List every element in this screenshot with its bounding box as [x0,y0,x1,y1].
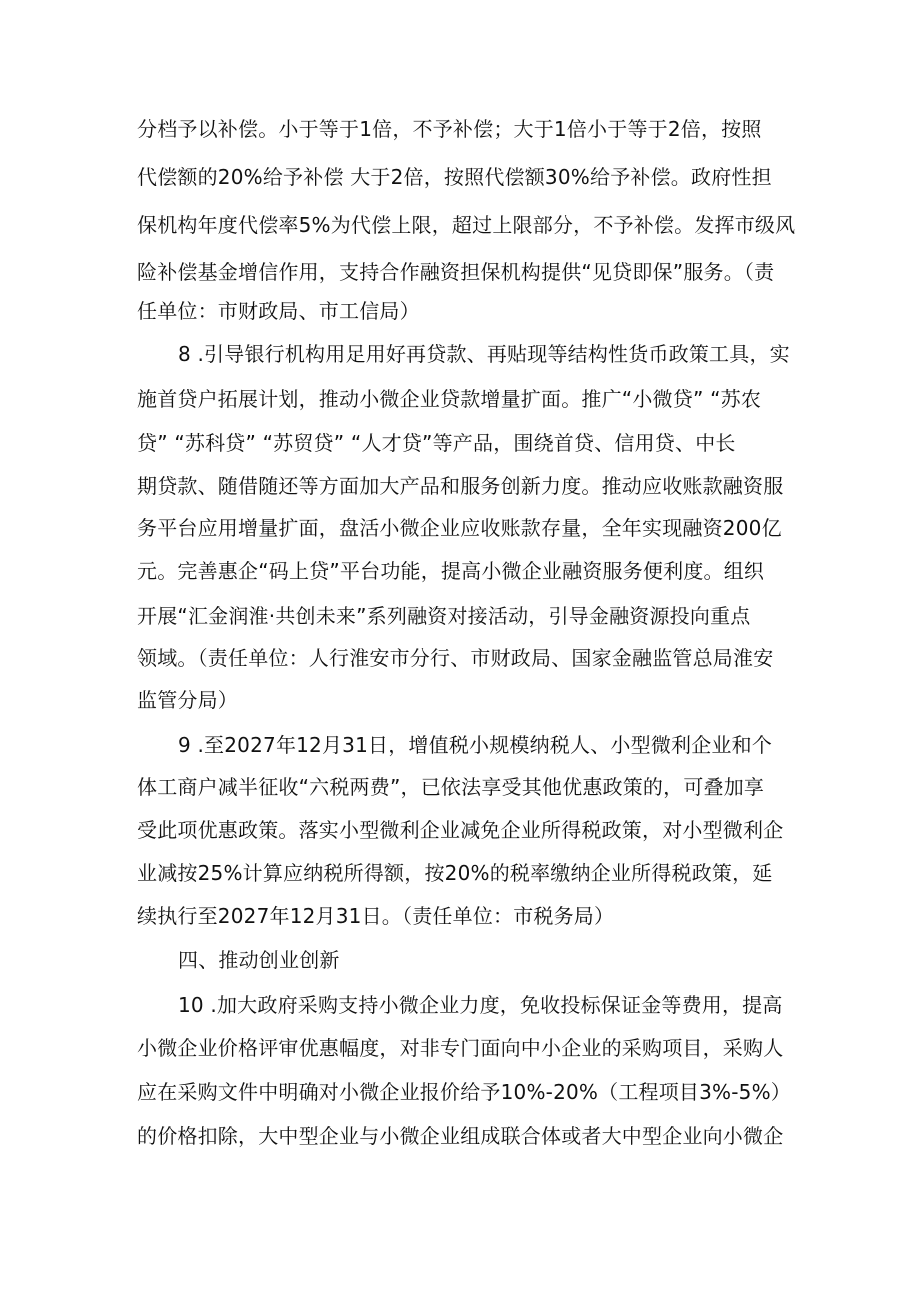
text-line: 的价格扣除，大中型企业与小微企业组成联合体或者大中型企业向小微企 [137,1124,784,1148]
text-line: 保机构年度代偿率5%为代偿上限，超过上限部分，不予补偿。发挥市级风 [137,213,796,237]
text-line: 元。完善惠企“码上贷”平台功能，提高小微企业融资服务便利度。组织 [137,559,765,583]
text-line: 受此项优惠政策。落实小型微利企业减免企业所得税政策，对小型微利企 [137,818,784,842]
text-line: 代偿额的20%给予补偿 大于2倍，按照代偿额30%给予补偿。政府性担 [137,165,772,189]
text-line: 体工商户减半征收“六税两费”，已依法享受其他优惠政策的，可叠加享 [137,775,765,799]
text-line: 务平台应用增量扩面，盘活小微企业应收账款存量，全年实现融资200亿 [137,516,782,540]
text-line: 续执行至2027年12月31日。（责任单位：市税务局） [137,904,615,928]
text-line: 小微企业价格评审优惠幅度，对非专门面向中小企业的采购项目，采购人 [137,1036,784,1060]
text-line: 开展“汇金润淮·共创未来”系列融资对接活动，引导金融资源投向重点 [137,604,751,628]
text-line: 分档予以补偿。小于等于1倍，不予补偿；大于1倍小于等于2倍，按照 [137,117,762,141]
text-line: 贷” “苏科贷” “苏贸贷” “人才贷”等产品，围绕首贷、信用贷、中长 [137,431,736,455]
text-line: 任单位：市财政局、市工信局） [137,299,420,323]
text-line: 施首贷户拓展计划，推动小微企业贷款增量扩面。推广“小微贷” “苏农 [137,387,762,411]
text-line: 监管分局） [137,688,238,712]
text-line: 10 .加大政府采购支持小微企业力度，免收投标保证金等费用，提高 [178,993,783,1017]
text-line: 应在采购文件中明确对小微企业报价给予10%-20%（工程项目3%-5%） [137,1080,791,1104]
text-line: 8 .引导银行机构用足用好再贷款、再贴现等结构性货币政策工具，实 [178,342,790,366]
text-line: 业减按25%计算应纳税所得额，按20%的税率缴纳企业所得税政策，延 [137,861,773,885]
text-line: 领域。（责任单位：人行淮安市分行、市财政局、国家金融监管总局淮安 [137,646,774,670]
text-line: 9 .至2027年12月31日，增值税小规模纳税人、小型微利企业和个 [178,733,773,757]
text-line: 期贷款、随借随还等方面加大产品和服务创新力度。推动应收账款融资服 [137,474,784,498]
text-line: 险补偿基金增信作用，支持合作融资担保机构提供“见贷即保”服务。（责 [137,260,775,284]
section-heading: 四、推动创业创新 [178,948,340,972]
